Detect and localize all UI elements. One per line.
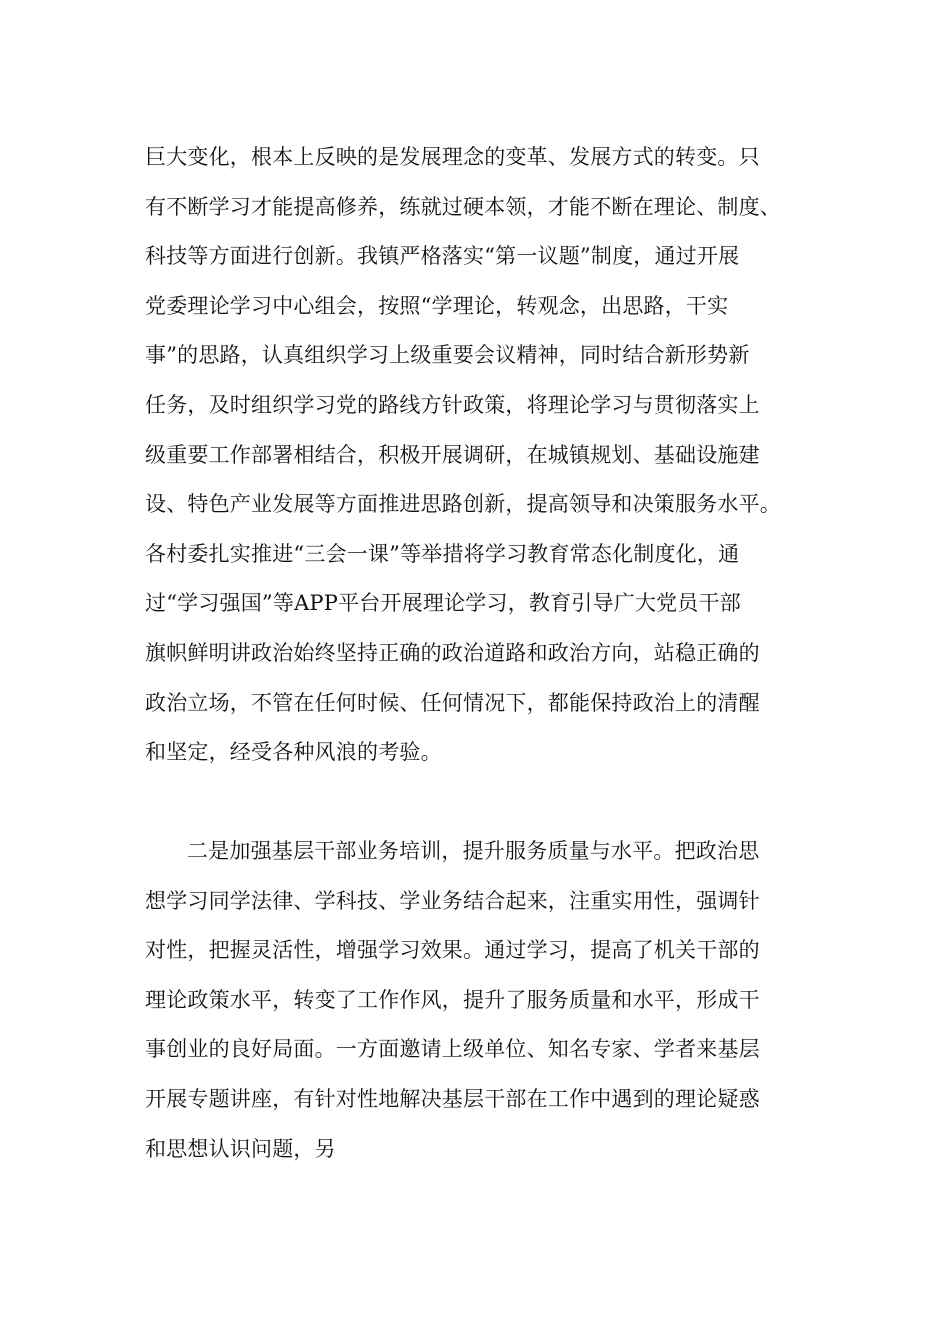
text-line: 和思想认识问题，另 <box>145 1136 336 1161</box>
text-line: 开展专题讲座，有针对性地解决基层干部在工作中遇到的理论疑惑 <box>145 1086 760 1111</box>
text-line: 巨大变化，根本上反映的是发展理念的变革、发展方式的转变。只 <box>145 145 760 169</box>
text-line: 和坚定，经受各种风浪的考验。 <box>145 740 442 765</box>
text-line: 事”的思路，认真组织学习上级重要会议精神，同时结合新形势新 <box>145 343 750 368</box>
paragraph-1 <box>145 133 825 778</box>
text-line: 有不断学习才能提高修养，练就过硬本领，才能不断在理论、制度、 <box>145 194 781 219</box>
text-line: 级重要工作部署相结合，积极开展调研，在城镇规划、基础设施建 <box>145 442 760 467</box>
text-line: 设、特色产业发展等方面推进思路创新，提高领导和决策服务水平。 <box>145 492 781 517</box>
text-line: 想学习同学法律、学科技、学业务结合起来，注重实用性，强调针 <box>145 888 760 913</box>
text-line: 任务，及时组织学习党的路线方针政策，将理论学习与贯彻落实上 <box>145 392 760 417</box>
text-line: 二是加强基层干部业务培训，提升服务质量与水平。把政治思 <box>187 839 760 863</box>
text-line: 过“学习强国”等APP平台开展理论学习，教育引导广大党员干部 <box>145 591 741 616</box>
text-line: 旗帜鲜明讲政治始终坚持正确的政治道路和政治方向，站稳正确的 <box>145 640 760 665</box>
text-line: 理论政策水平，转变了工作作风，提升了服务质量和水平，形成干 <box>145 987 760 1012</box>
text-line: 科技等方面进行创新。我镇严格落实“第一议题”制度，通过开展 <box>145 244 740 269</box>
text-line: 对性，把握灵活性，增强学习效果。通过学习，提高了机关干部的 <box>145 938 760 963</box>
text-line: 事创业的良好局面。一方面邀请上级单位、知名专家、学者来基层 <box>145 1037 760 1062</box>
text-line: 党委理论学习中心组会，按照“学理论，转观念，出思路，干实 <box>145 293 729 318</box>
text-line: 政治立场，不管在任何时候、任何情况下，都能保持政治上的清醒 <box>145 690 760 715</box>
paragraph-2 <box>145 827 825 1174</box>
text-line: 各村委扎实推进“三会一课”等举措将学习教育常态化制度化，通 <box>145 541 740 566</box>
